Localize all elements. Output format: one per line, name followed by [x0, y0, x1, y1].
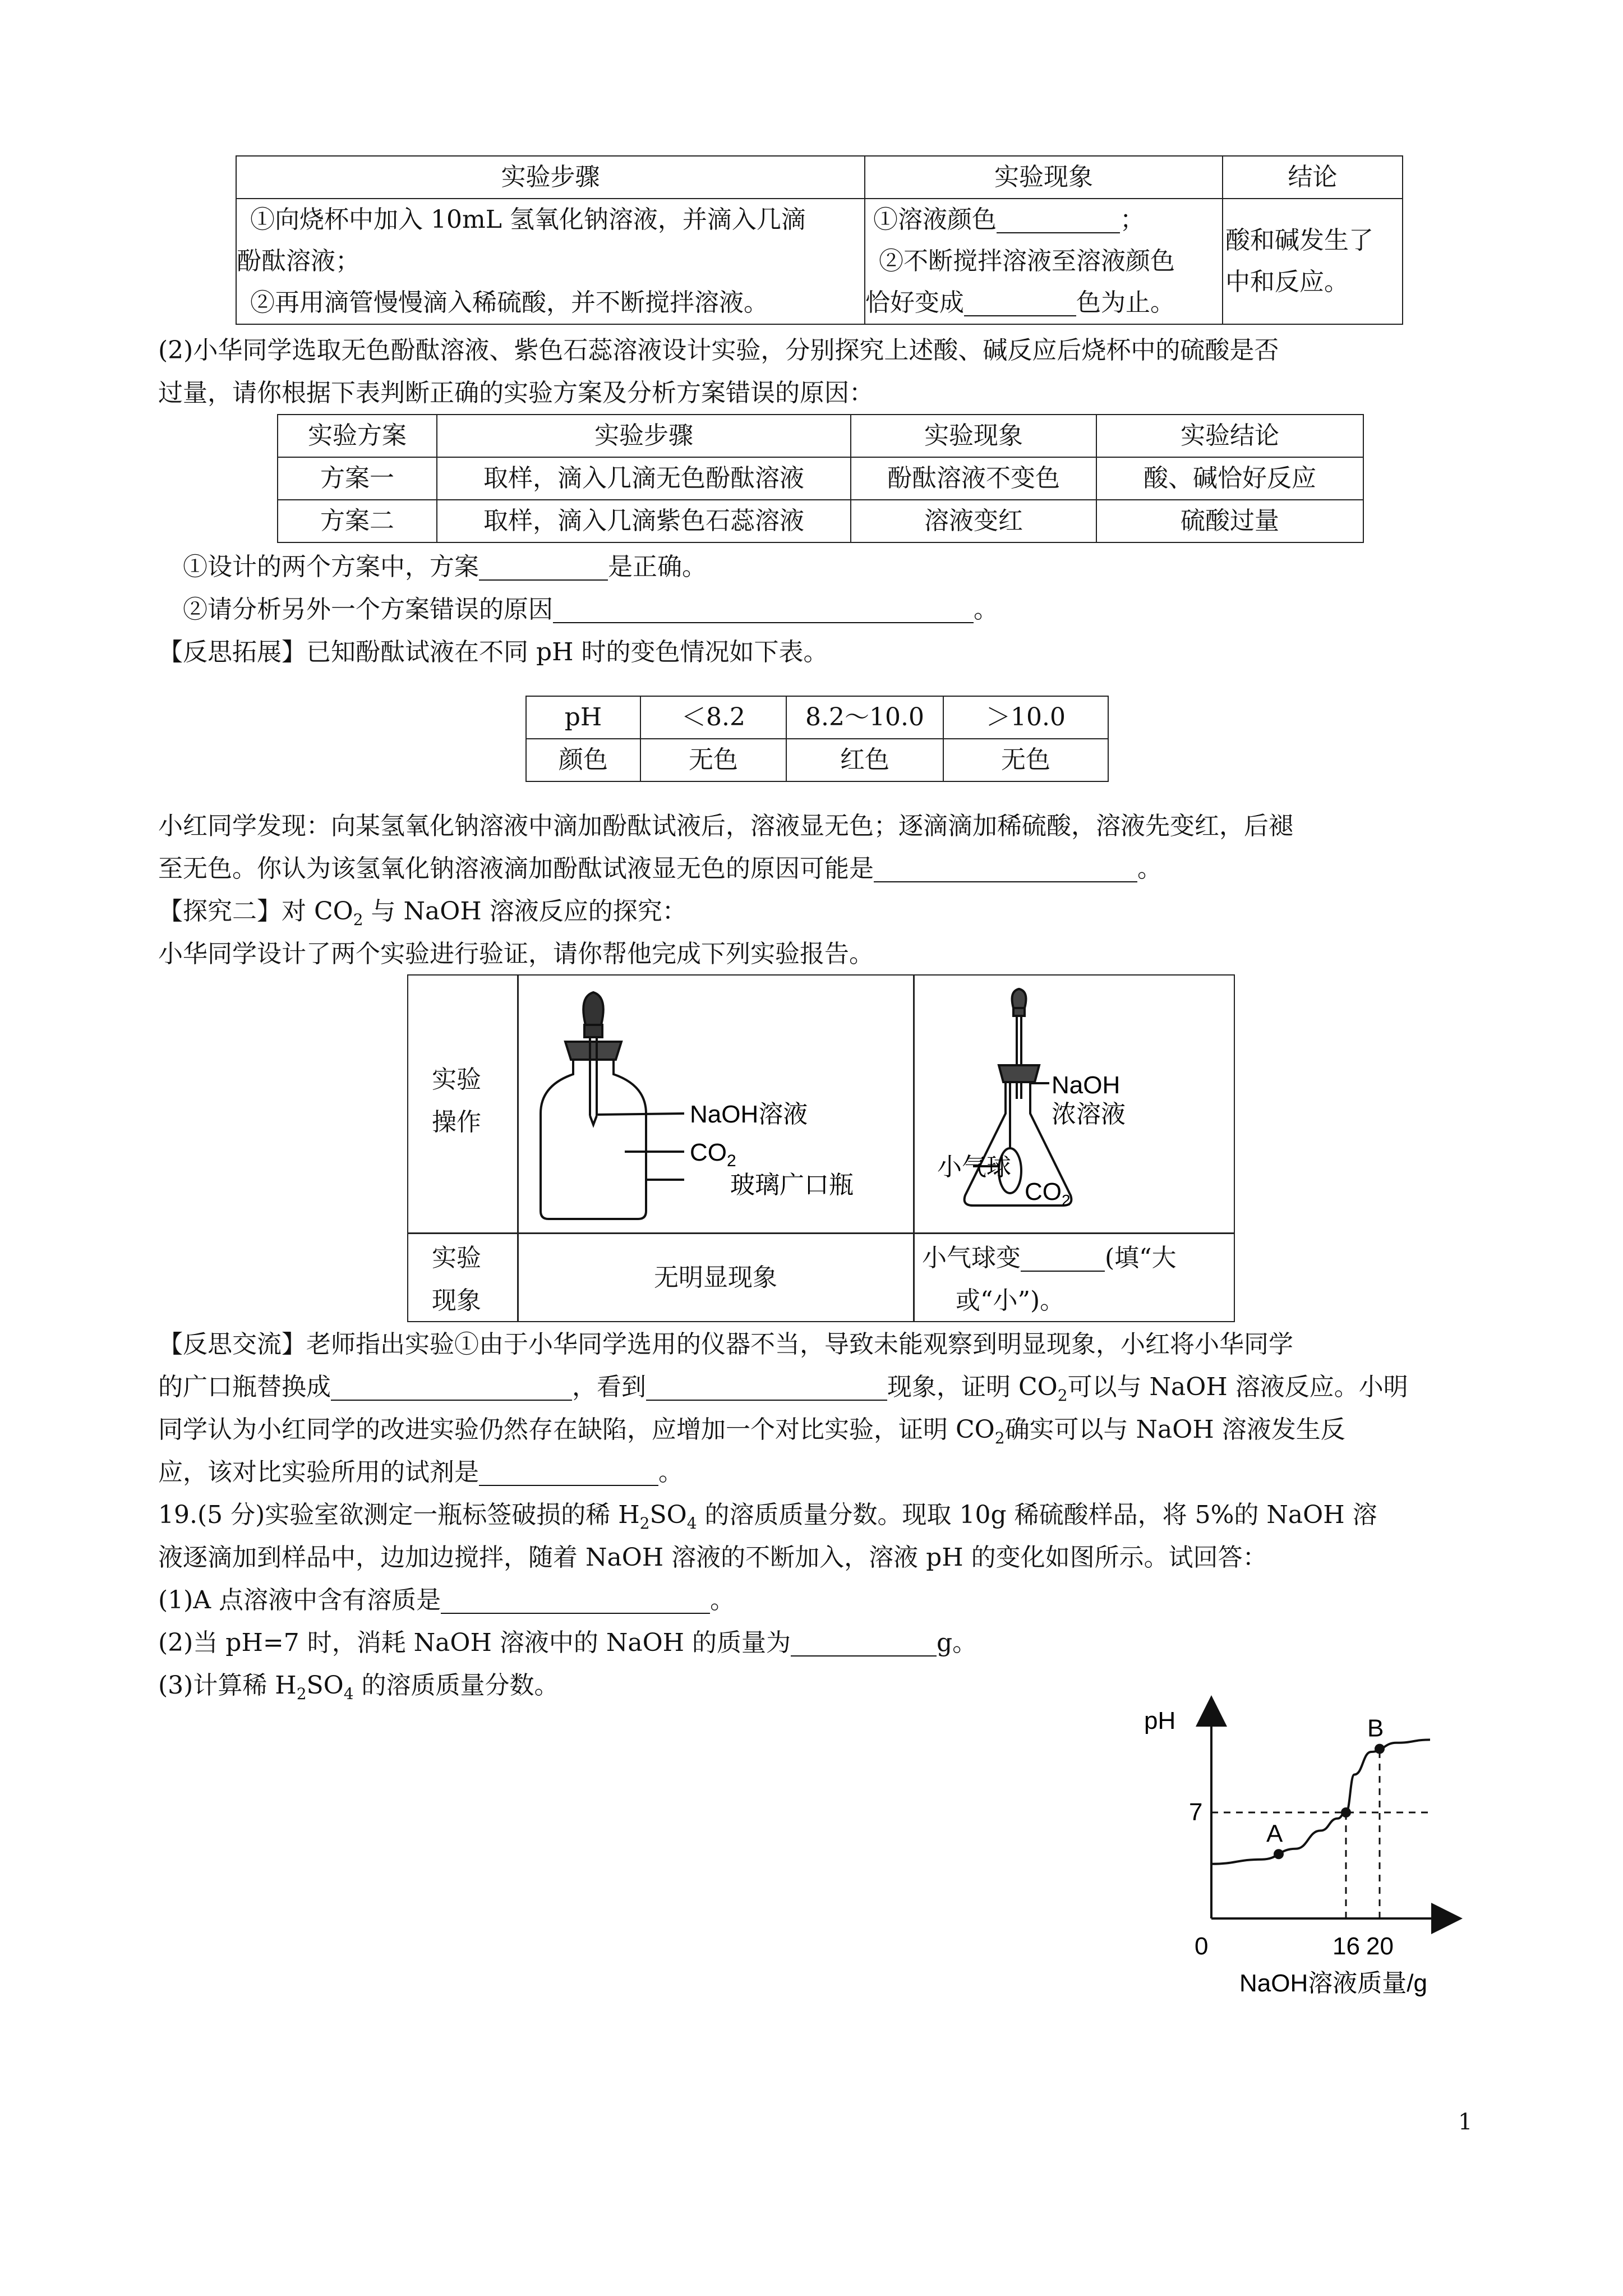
- ph-curve: [1211, 1740, 1430, 1864]
- table3-cell: 红色: [786, 739, 943, 781]
- q19-text: 的溶质质量分数。现取 10g 稀硫酸样品，将 5%的 NaOH 溶: [697, 1501, 1377, 1529]
- q19-line1: [158, 1493, 1377, 1537]
- table2-cell: 酚酞溶液不变色: [851, 457, 1096, 500]
- reflect2-line4: [158, 1451, 683, 1494]
- right-result: [922, 1237, 1177, 1322]
- table2-header: 实验步骤: [437, 415, 851, 457]
- table3-cell: 颜色: [526, 739, 640, 781]
- q19-text: (2)当 pH=7 时，消耗 NaOH 溶液中的 NaOH 的质量为: [158, 1628, 791, 1657]
- co2-label: $CO_2$: [690, 1139, 736, 1170]
- table3-cell: pH: [526, 696, 640, 739]
- table3-cell: 8.2～10.0: [786, 696, 943, 739]
- reflect2-text: 可以与 NaOH 溶液反应。小明: [1067, 1373, 1408, 1401]
- reflect2-text: 应，该对比实验所用的试剂是: [158, 1458, 479, 1487]
- explore2-line2: 小华同学设计了两个实验进行验证，请你帮他完成下列实验报告。: [158, 940, 874, 968]
- reflect2-text: ，看到: [572, 1373, 646, 1401]
- q19-text: 的溶质质量分数。: [353, 1671, 559, 1700]
- blank-final-color[interactable]: [964, 287, 1076, 316]
- phenomenon-label-line: 现象: [432, 1286, 481, 1315]
- q19-text: SO: [306, 1671, 344, 1700]
- conclusion-line: 酸和碱发生了: [1225, 226, 1373, 255]
- blank-correct-plan[interactable]: [479, 551, 608, 581]
- x-axis-label: NaOH溶液质量/g: [1239, 1970, 1427, 1997]
- point-a: [1274, 1849, 1284, 1859]
- blank-error-reason[interactable]: [553, 594, 974, 623]
- q2-sub1-text: ①设计的两个方案中，方案: [183, 553, 479, 581]
- table1-step-line: ②再用滴管慢慢滴入稀硫酸，并不断搅拌溶液。: [250, 288, 768, 317]
- q2-sub2-tail: 。: [974, 595, 998, 624]
- left-result: 无明显现象: [654, 1263, 777, 1292]
- subscript: 2: [296, 1685, 307, 1703]
- blank-solute-at-a[interactable]: [441, 1585, 710, 1614]
- q2-sub1-tail: 是正确。: [608, 553, 707, 581]
- co2-label-2: $CO_2$: [1025, 1178, 1071, 1209]
- table2-cell: 方案一: [278, 457, 437, 500]
- reflect2-line2: [158, 1365, 1408, 1409]
- semicolon: ；: [1120, 205, 1145, 234]
- x-tick-label: 0: [1195, 1932, 1209, 1960]
- subscript: 2: [353, 910, 363, 929]
- table2-cell: 硫酸过量: [1096, 500, 1363, 542]
- table2-cell: 方案二: [278, 500, 437, 542]
- table1-header-conclusion: 结论: [1223, 156, 1403, 199]
- table2-header: 实验结论: [1096, 415, 1363, 457]
- q2-sub2: [183, 588, 998, 632]
- para1-line2: [158, 847, 1162, 891]
- table1-steps-cell: [236, 199, 865, 324]
- para1-text: 至无色。你认为该氢氧化钠溶液滴加酚酞试液显无色的原因可能是: [158, 854, 874, 883]
- blank-observed-phenomenon[interactable]: [646, 1372, 887, 1401]
- subscript: 2: [639, 1514, 650, 1533]
- q19-text: 19.(5 分)实验室欲测定一瓶标签破损的稀 H: [158, 1501, 640, 1529]
- explore2-text: 与 NaOH 溶液反应的探究：: [363, 897, 687, 926]
- reflect2-line1: 【反思交流】老师指出实验①由于小华同学选用的仪器不当，导致未能观察到明显现象，小红将小华同学: [158, 1330, 1293, 1359]
- operation-label: [432, 1059, 481, 1144]
- table3-cell: ＞10.0: [943, 696, 1108, 739]
- blank-control-reagent[interactable]: [479, 1457, 658, 1486]
- table2-header: 实验现象: [851, 415, 1096, 457]
- point-b: [1375, 1744, 1385, 1754]
- table1-step-line: ①向烧杯中加入 10mL 氢氧化钠溶液，并滴入几滴: [250, 205, 806, 234]
- equivalence-point: [1341, 1807, 1351, 1818]
- table-row: [278, 500, 1363, 542]
- naoh-label-2: 浓溶液: [1052, 1101, 1126, 1128]
- phenomenon-color-text: ①溶液颜色: [873, 205, 997, 234]
- table3-cell: ＜8.2: [640, 696, 786, 739]
- right-result-text: 或“小”)。: [956, 1286, 1065, 1315]
- q19-text: (1)A 点溶液中含有溶质是: [158, 1586, 441, 1614]
- q19-text: g。: [937, 1628, 978, 1657]
- phenomenon-stir-text: ②不断搅拌溶液至溶液颜色: [879, 247, 1175, 275]
- phenomenon-until-text: 色为止。: [1076, 288, 1175, 317]
- wide-mouth-bottle-label: 玻璃广口瓶: [730, 1171, 854, 1199]
- balloon-label: 小气球: [937, 1153, 1011, 1181]
- table1-header-steps: 实验步骤: [236, 156, 865, 199]
- x-tick-label: 20: [1366, 1932, 1394, 1960]
- phenolphthalein-table: [525, 696, 1109, 782]
- x-tick-label: 16: [1332, 1932, 1360, 1960]
- para1-line1: 小红同学发现：向某氢氧化钠溶液中滴加酚酞试液后，溶液显无色；逐滴滴加稀硫酸，溶液先变红，后褪: [158, 812, 1293, 840]
- q19-text: 。: [710, 1586, 735, 1614]
- q2-line1: (2)小华同学选取无色酚酞溶液、紫色石蕊溶液设计实验，分别探究上述酸、碱反应后烧杯中的硫酸是否: [158, 336, 1279, 365]
- table2-cell: 溶液变红: [851, 500, 1096, 542]
- q2-sub2-text: ②请分析另外一个方案错误的原因: [183, 595, 553, 624]
- table2-cell: 取样，滴入几滴紫色石蕊溶液: [437, 500, 851, 542]
- reflect2-line3: [158, 1408, 1345, 1452]
- y-axis-label: pH: [1144, 1707, 1176, 1734]
- phenomenon-label-line: 实验: [432, 1244, 481, 1272]
- right-result-text: 小气球变: [922, 1244, 1021, 1272]
- flask-apparatus-figure: [915, 976, 1234, 1232]
- para1-tail: 。: [1137, 854, 1162, 883]
- subscript: 4: [343, 1685, 354, 1703]
- table3-cell: 无色: [640, 739, 786, 781]
- operation-label-line: 操作: [432, 1108, 481, 1137]
- phenomenon-become-text: 恰好变成: [865, 288, 964, 317]
- q19-text: SO: [649, 1501, 687, 1529]
- reflect2-text: 确实可以与 NaOH 溶液发生反: [1004, 1415, 1345, 1444]
- naoh-solution-label: NaOH溶液: [690, 1101, 808, 1128]
- table1-step-line: 酚酞溶液；: [237, 247, 360, 275]
- bottle-apparatus-figure: [518, 976, 913, 1232]
- q2-sub1: [183, 545, 707, 589]
- table3-cell: 无色: [943, 739, 1108, 781]
- table2-header: 实验方案: [278, 415, 437, 457]
- q19-line3: [158, 1579, 735, 1622]
- table1-header-phenomenon: 实验现象: [865, 156, 1223, 199]
- q19-line5: [158, 1664, 559, 1708]
- blank-solution-color[interactable]: [997, 204, 1120, 233]
- conclusion-line: 中和反应。: [1225, 268, 1349, 296]
- point-label: A: [1266, 1820, 1283, 1848]
- reflect2-text: 现象，证明 CO: [887, 1373, 1058, 1401]
- point-label: B: [1367, 1714, 1384, 1742]
- q19-line4: [158, 1621, 977, 1665]
- right-result-text: (填“大: [1105, 1244, 1177, 1272]
- blank-balloon-change[interactable]: [1021, 1243, 1105, 1272]
- subscript: 2: [1057, 1386, 1068, 1405]
- q19-line2: 液逐滴加到样品中，边加边搅拌，随着 NaOH 溶液的不断加入，溶液 pH 的变化如图所示。试回答：: [158, 1543, 1267, 1572]
- blank-replacement-apparatus[interactable]: [331, 1372, 572, 1401]
- subscript: 4: [686, 1514, 697, 1533]
- table-row: [278, 457, 1363, 500]
- blank-colorless-reason[interactable]: [874, 853, 1137, 882]
- reflect2-text: 。: [658, 1458, 683, 1487]
- reflect-expand: 【反思拓展】已知酚酞试液在不同 pH 时的变色情况如下表。: [158, 638, 828, 666]
- q2-line2: 过量，请你根据下表判断正确的实验方案及分析方案错误的原因：: [158, 379, 874, 407]
- experiment-report-table: [407, 974, 1235, 1322]
- explore2-title: [158, 890, 687, 933]
- subscript: 2: [994, 1429, 1005, 1447]
- table2-cell: 酸、碱恰好反应: [1096, 457, 1363, 500]
- y-tick-label: 7: [1189, 1798, 1203, 1826]
- explore2-text: 【探究二】对 CO: [158, 897, 353, 926]
- blank-naoh-mass[interactable]: [791, 1627, 937, 1657]
- ph-titration-chart: [1133, 1694, 1469, 2008]
- table1-conclusion-cell: [1223, 199, 1403, 324]
- reflect2-text: 的广口瓶替换成: [158, 1373, 331, 1401]
- table1-phenomenon-cell: [865, 199, 1223, 324]
- experiment-table-2: [277, 414, 1364, 543]
- page-number: 1: [1458, 2109, 1473, 2135]
- q19-text: (3)计算稀 H: [158, 1671, 297, 1700]
- operation-label-line: 实验: [432, 1065, 481, 1094]
- reflect2-text: 同学认为小红同学的改进实验仍然存在缺陷，应增加一个对比实验，证明 CO: [158, 1415, 995, 1444]
- phenomenon-label: [432, 1237, 481, 1322]
- table2-cell: 取样，滴入几滴无色酚酞溶液: [437, 457, 851, 500]
- naoh-label-1: NaOH: [1052, 1071, 1121, 1099]
- experiment-table-1: [236, 155, 1403, 325]
